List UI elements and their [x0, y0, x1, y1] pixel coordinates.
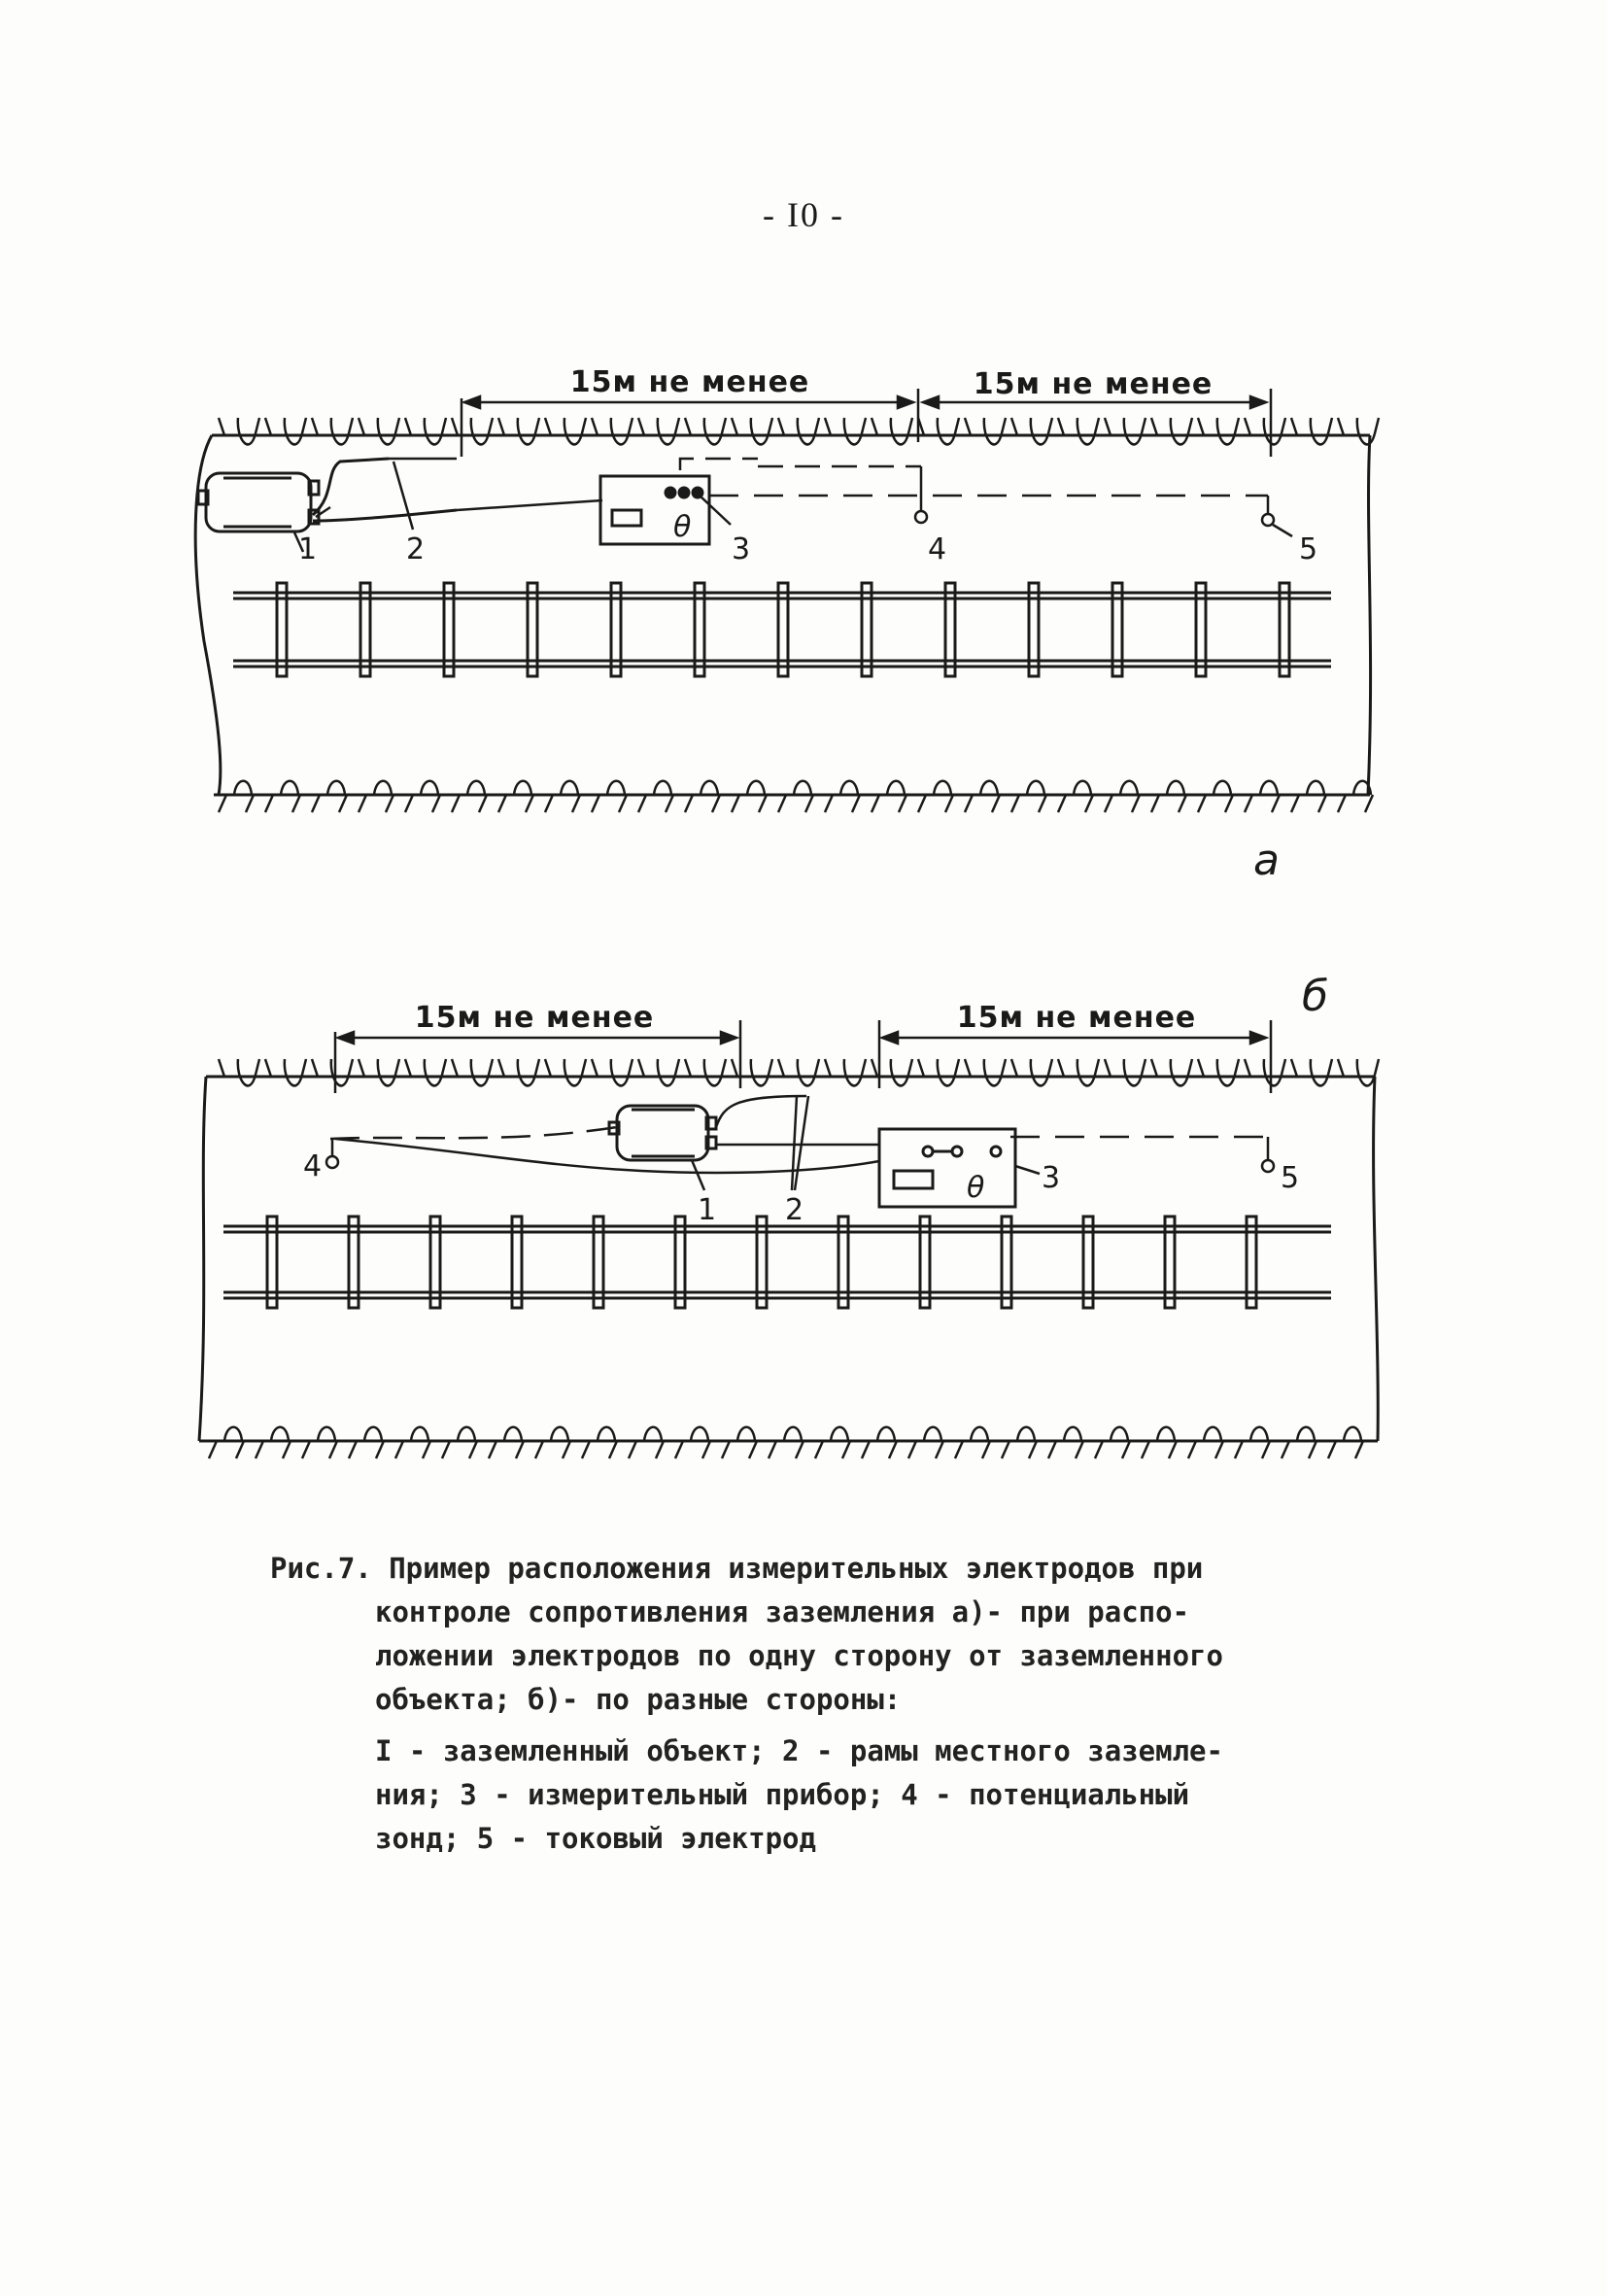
- potential-probe: [326, 1156, 338, 1168]
- sleeper: [1112, 583, 1122, 676]
- rock-tick: [1198, 1059, 1239, 1085]
- rock-tick: [219, 781, 254, 812]
- rock-tick: [1095, 1427, 1130, 1458]
- rock-tick: [1105, 1059, 1145, 1085]
- sleeper: [862, 583, 872, 676]
- rock-tick: [1188, 1427, 1223, 1458]
- figure-letter: б: [1302, 972, 1329, 1021]
- rock-tick: [778, 781, 813, 812]
- sleeper: [757, 1217, 767, 1308]
- caption-line: Рис.7. Пример расположения измерительных электродов при: [270, 1552, 1204, 1585]
- rock-tick: [545, 418, 586, 444]
- tunnel-outline: [199, 1077, 1378, 1441]
- rock-tick: [265, 418, 306, 444]
- figure-letter: а: [1253, 836, 1280, 885]
- rock-tick: [1291, 781, 1326, 812]
- rock-tick: [825, 418, 866, 444]
- rock-tick: [1245, 418, 1285, 444]
- caption-legend-line: зонд; 5 - токовый электрод: [375, 1822, 816, 1855]
- rock-tick: [732, 1059, 772, 1085]
- rock-tick: [1338, 1059, 1379, 1085]
- dimension-label-left: 15м не менее: [569, 365, 810, 399]
- wires: [316, 459, 1268, 517]
- rock-tick: [918, 1059, 959, 1085]
- figure-b: [0, 972, 1607, 1487]
- rock-tick: [359, 781, 393, 812]
- sleeper: [778, 583, 788, 676]
- label-2: 2: [406, 532, 426, 566]
- rock-tick: [685, 781, 720, 812]
- rock-tick: [545, 1059, 586, 1085]
- rock-tick: [685, 1059, 726, 1085]
- current-electrode: [1262, 514, 1274, 526]
- rock-hatching-bottom: [219, 781, 1373, 812]
- sleeper: [920, 1217, 930, 1308]
- sleeper: [594, 1217, 603, 1308]
- rock-tick: [955, 1427, 990, 1458]
- caption-line: ложении электродов по одну сторону от заземленного: [375, 1639, 1223, 1672]
- rock-tick: [452, 1059, 493, 1085]
- sleeper: [1247, 1217, 1256, 1308]
- grounded-object: [609, 1106, 716, 1160]
- sleeper: [1029, 583, 1039, 676]
- sleeper: [695, 583, 704, 676]
- rock-tick: [1048, 1427, 1083, 1458]
- rock-tick: [1105, 418, 1145, 444]
- rock-tick: [685, 418, 726, 444]
- dimension-label-left: 15м не менее: [414, 1001, 655, 1035]
- sleeper: [945, 583, 955, 676]
- sleeper: [1083, 1217, 1093, 1308]
- caption-legend-line: ния; 3 - измерительный прибор; 4 - потенциальный: [375, 1778, 1190, 1811]
- rock-tick: [1058, 1059, 1099, 1085]
- sleeper: [1280, 583, 1289, 676]
- rock-tick: [815, 1427, 850, 1458]
- sleeper: [1196, 583, 1206, 676]
- rock-tick: [778, 418, 819, 444]
- rock-tick: [1142, 1427, 1177, 1458]
- sleeper: [430, 1217, 440, 1308]
- rock-tick: [265, 781, 300, 812]
- rock-tick: [918, 418, 959, 444]
- rock-tick: [592, 418, 633, 444]
- rail-track: [233, 583, 1331, 676]
- rock-tick: [442, 1427, 477, 1458]
- rock-tick: [908, 1427, 943, 1458]
- rock-tick: [1245, 1059, 1285, 1085]
- rock-tick: [312, 418, 353, 444]
- rock-tick: [1282, 1427, 1316, 1458]
- rock-tick: [545, 781, 580, 812]
- rock-tick: [862, 1427, 897, 1458]
- rock-hatching-top: [219, 418, 1379, 444]
- rock-tick: [1151, 781, 1186, 812]
- grounded-object: [198, 459, 457, 531]
- caption-legend-line: I - заземленный объект; 2 - рамы местного заземле-: [375, 1734, 1223, 1767]
- rock-tick: [1291, 418, 1332, 444]
- rock-tick: [452, 418, 493, 444]
- rock-hatching-bottom: [209, 1427, 1363, 1458]
- rock-tick: [1338, 781, 1373, 812]
- rock-tick: [489, 1427, 524, 1458]
- sleeper: [267, 1217, 277, 1308]
- rock-tick: [1002, 1427, 1037, 1458]
- rock-tick: [312, 781, 347, 812]
- rock-tick: [965, 1059, 1006, 1085]
- potential-probe: [915, 511, 927, 523]
- caption-line: контроле сопротивления заземления а)- при распо-: [375, 1595, 1190, 1628]
- rock-tick: [1058, 418, 1099, 444]
- leader-lines: [294, 462, 1292, 552]
- measuring-instrument: [600, 476, 709, 544]
- rock-tick: [825, 1059, 866, 1085]
- rock-tick: [872, 1059, 912, 1085]
- rock-tick: [1198, 781, 1233, 812]
- rock-tick: [675, 1427, 710, 1458]
- dimension-label-right: 15м не менее: [973, 367, 1214, 401]
- rock-tick: [452, 781, 487, 812]
- instrument-symbol: θ: [673, 510, 692, 544]
- label-1: 1: [698, 1193, 717, 1227]
- leader-lines: [692, 1096, 1040, 1190]
- rock-tick: [256, 1427, 291, 1458]
- sleeper: [611, 583, 621, 676]
- rock-tick: [1291, 1059, 1332, 1085]
- rock-tick: [405, 1059, 446, 1085]
- label-3: 3: [1042, 1161, 1061, 1195]
- rock-tick: [732, 781, 767, 812]
- rock-tick: [638, 781, 673, 812]
- rock-tick: [592, 781, 627, 812]
- rail-track: [223, 1217, 1331, 1308]
- rock-tick: [872, 781, 906, 812]
- figure-caption: [270, 1547, 1358, 1861]
- rock-tick: [1105, 781, 1140, 812]
- sleeper: [675, 1217, 685, 1308]
- rock-tick: [629, 1427, 664, 1458]
- rock-tick: [1011, 1059, 1052, 1085]
- label-4: 4: [303, 1149, 323, 1183]
- rock-tick: [1011, 418, 1052, 444]
- rock-tick: [638, 418, 679, 444]
- rock-tick: [302, 1427, 337, 1458]
- rock-tick: [405, 781, 440, 812]
- rock-tick: [265, 1059, 306, 1085]
- rock-tick: [918, 781, 953, 812]
- rock-tick: [592, 1059, 633, 1085]
- figure-a: [0, 350, 1607, 894]
- sleeper: [277, 583, 287, 676]
- rock-tick: [965, 781, 1000, 812]
- rock-tick: [1151, 418, 1192, 444]
- dimension-label-right: 15м не менее: [956, 1001, 1197, 1035]
- rock-tick: [405, 418, 446, 444]
- label-3: 3: [732, 532, 751, 566]
- rock-tick: [498, 781, 533, 812]
- sleeper: [512, 1217, 522, 1308]
- rock-tick: [778, 1059, 819, 1085]
- current-electrode: [1262, 1160, 1274, 1172]
- label-1: 1: [298, 532, 318, 566]
- page-number: - I0 -: [763, 195, 844, 234]
- rock-tick: [209, 1427, 244, 1458]
- caption-line: объекта; б)- по разные стороны:: [375, 1683, 902, 1716]
- rock-tick: [965, 418, 1006, 444]
- rock-tick: [1198, 418, 1239, 444]
- rock-tick: [1328, 1427, 1363, 1458]
- sleeper: [1002, 1217, 1011, 1308]
- rock-tick: [825, 781, 860, 812]
- tunnel-outline: [195, 435, 1370, 795]
- rock-tick: [219, 418, 259, 444]
- rock-tick: [722, 1427, 757, 1458]
- rock-tick: [312, 1059, 353, 1085]
- rock-tick: [732, 418, 772, 444]
- measuring-instrument: [879, 1129, 1015, 1207]
- sleeper: [360, 583, 370, 676]
- rock-tick: [1245, 781, 1280, 812]
- label-5: 5: [1299, 532, 1318, 566]
- label-4: 4: [928, 532, 947, 566]
- sleeper: [528, 583, 537, 676]
- rock-tick: [395, 1427, 430, 1458]
- rock-tick: [349, 1427, 384, 1458]
- rock-tick: [582, 1427, 617, 1458]
- rock-tick: [359, 418, 399, 444]
- instrument-symbol: θ: [967, 1171, 985, 1205]
- label-5: 5: [1281, 1161, 1300, 1195]
- rock-tick: [498, 1059, 539, 1085]
- label-2: 2: [785, 1193, 804, 1227]
- sleeper: [349, 1217, 359, 1308]
- rock-tick: [535, 1427, 570, 1458]
- rock-tick: [1151, 1059, 1192, 1085]
- rock-tick: [1011, 781, 1046, 812]
- sleeper: [444, 583, 454, 676]
- rock-hatching-top: [219, 1059, 1379, 1085]
- rock-tick: [1058, 781, 1093, 812]
- sleeper: [838, 1217, 848, 1308]
- rock-tick: [219, 1059, 259, 1085]
- rock-tick: [498, 418, 539, 444]
- rock-tick: [872, 418, 912, 444]
- sleeper: [1165, 1217, 1175, 1308]
- rock-tick: [1338, 418, 1379, 444]
- rock-tick: [769, 1427, 804, 1458]
- rock-tick: [359, 1059, 399, 1085]
- rock-tick: [1235, 1427, 1270, 1458]
- rock-tick: [638, 1059, 679, 1085]
